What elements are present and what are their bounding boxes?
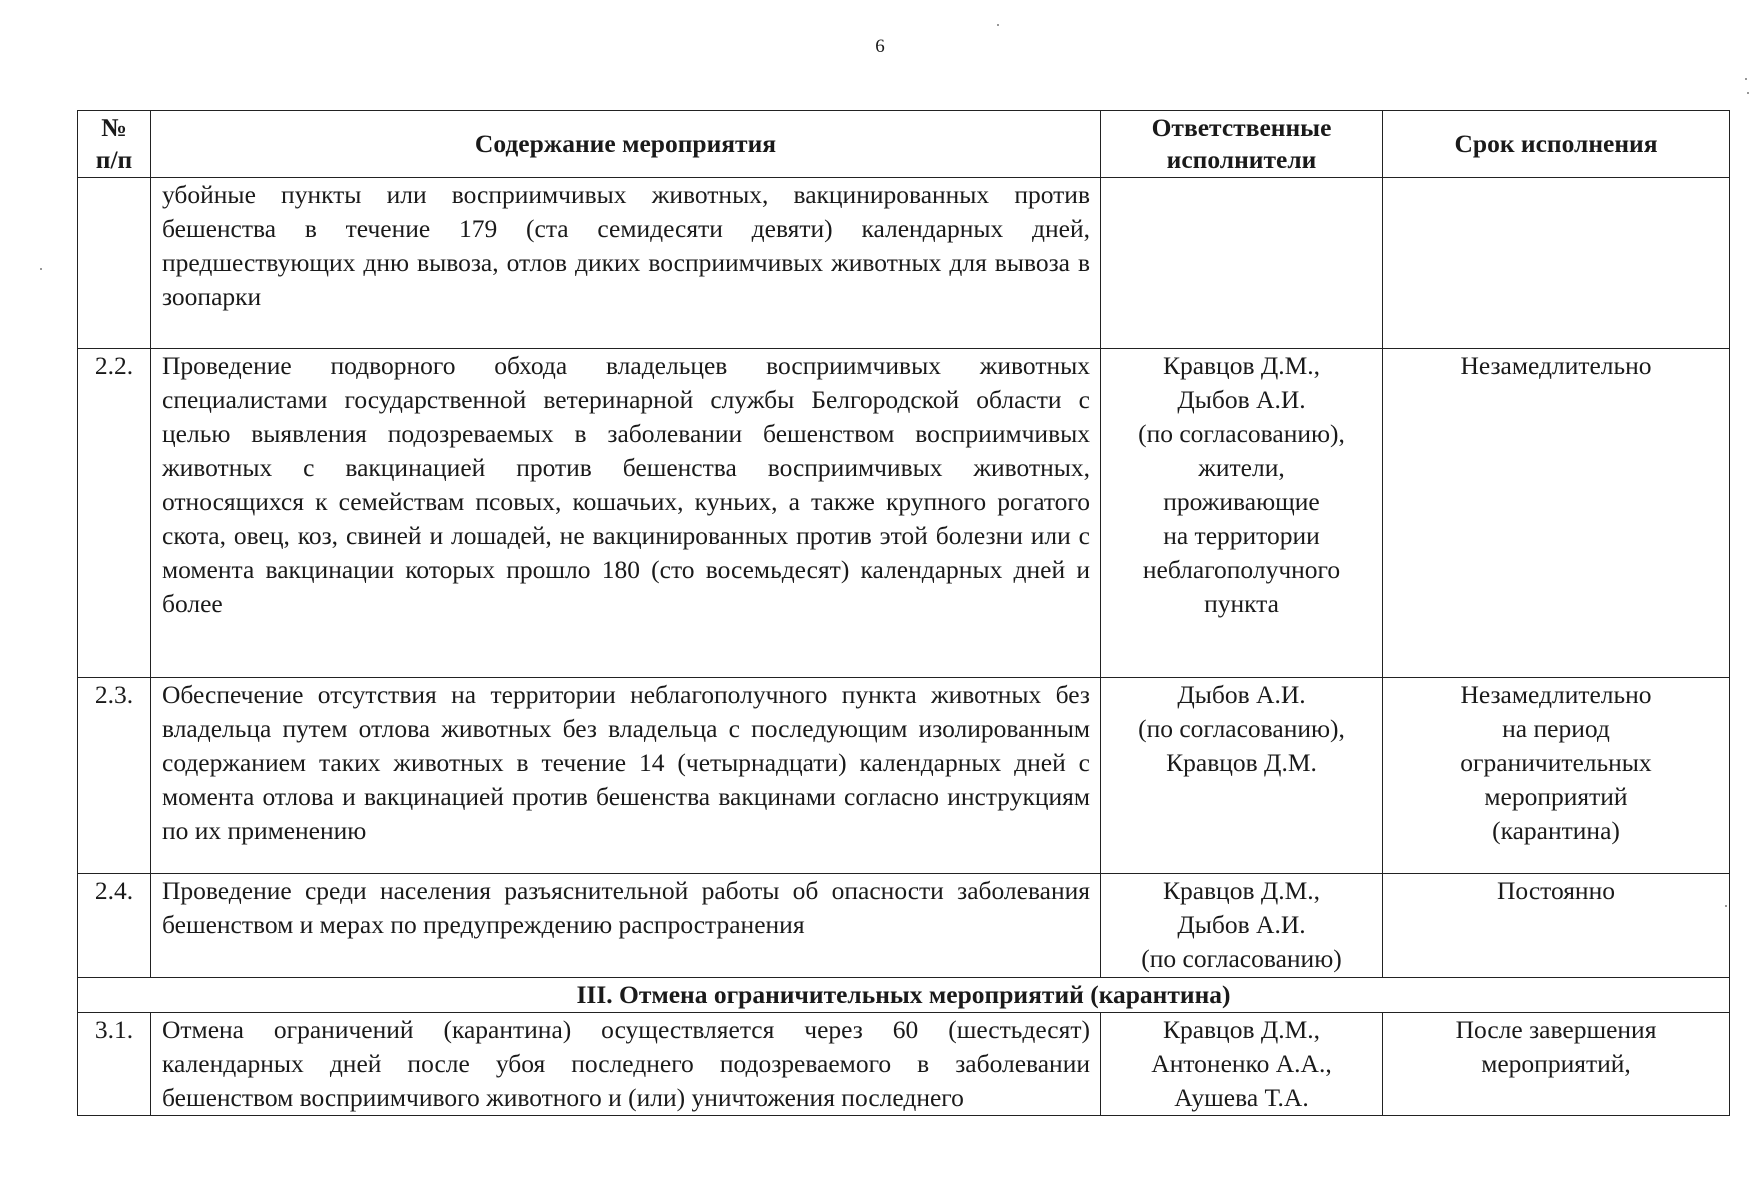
row-responsible: Кравцов Д.М., Дыбов А.И. (по согласованию), жители, проживающие на территории неблагополучного пункта xyxy=(1101,349,1383,678)
row-responsible: Дыбов А.И. (по согласованию), Кравцов Д.М. xyxy=(1101,678,1383,874)
row-content: Обеспечение отсутствия на территории неблагополучного пункта животных без владельца путем отлова животных без владельца с последующим изолированным содержанием таких животных в течение 14 (четырнадцати) календарных дней с момента отлова и вакцинацией против бешенства вакцинами согласно инструкциям по их применению xyxy=(151,678,1101,874)
section-title: III. Отмена ограничительных мероприятий (карантина) xyxy=(78,978,1730,1013)
row-term: Постоянно xyxy=(1383,874,1730,978)
row-responsible xyxy=(1101,178,1383,349)
scan-speck xyxy=(1725,905,1727,907)
table-header-row xyxy=(78,111,1730,178)
row-responsible: Кравцов Д.М., Антоненко А.А., Аушева Т.А. xyxy=(1101,1013,1383,1116)
row-number: 3.1. xyxy=(78,1013,151,1116)
table-row xyxy=(78,874,1730,978)
header-responsible: Ответственные исполнители xyxy=(1101,111,1383,178)
table-row xyxy=(78,1013,1730,1116)
row-number xyxy=(78,178,151,349)
scan-speck xyxy=(997,24,999,26)
section-row xyxy=(78,978,1730,1013)
table-row xyxy=(78,349,1730,678)
table-row xyxy=(78,678,1730,874)
row-content: Проведение подворного обхода владельцев восприимчивых животных специалистами государственной ветеринарной службы Белгородской области с целью выявления подозреваемых в заболевании бешенством восприимчивых животных с вакцинацией против бешенства восприимчивых животных, относящихся к семействам псовых, кошачьих, куньих, а также крупного рогатого скота, овец, коз, свиней и лошадей, не вакцинированных против этой болезни или с момента вакцинации которых прошло 180 (сто восемьдесят) календарных дней и более xyxy=(151,349,1101,678)
row-content: Отмена ограничений (карантина) осуществляется через 60 (шестьдесят) календарных дней после убоя последнего подозреваемого в заболевании бешенством восприимчивого животного и (или) уничтожения последнего xyxy=(151,1013,1101,1116)
row-number: 2.4. xyxy=(78,874,151,978)
row-term xyxy=(1383,178,1730,349)
row-term: После завершения мероприятий, xyxy=(1383,1013,1730,1116)
header-num: № п/п xyxy=(78,111,151,178)
measures-table xyxy=(77,110,1730,1116)
row-term: Незамедлительно на период ограничительных мероприятий (карантина) xyxy=(1383,678,1730,874)
header-term: Срок исполнения xyxy=(1383,111,1730,178)
page-number: 6 xyxy=(875,36,885,57)
row-term: Незамедлительно xyxy=(1383,349,1730,678)
scan-speck xyxy=(1747,92,1749,94)
scan-speck xyxy=(40,268,42,270)
row-responsible: Кравцов Д.М., Дыбов А.И. (по согласованию) xyxy=(1101,874,1383,978)
row-content: Проведение среди населения разъяснительной работы об опасности заболевания бешенством и мерах по предупреждению распространения xyxy=(151,874,1101,978)
scan-speck xyxy=(1745,78,1747,80)
table-row xyxy=(78,178,1730,349)
row-number: 2.2. xyxy=(78,349,151,678)
row-content: убойные пункты или восприимчивых животных, вакцинированных против бешенства в течение 179 (ста семидесяти девяти) календарных дней, предшествующих дню вывоза, отлов диких восприимчивых животных для вывоза в зоопарки xyxy=(151,178,1101,349)
row-number: 2.3. xyxy=(78,678,151,874)
header-content: Содержание мероприятия xyxy=(151,111,1101,178)
